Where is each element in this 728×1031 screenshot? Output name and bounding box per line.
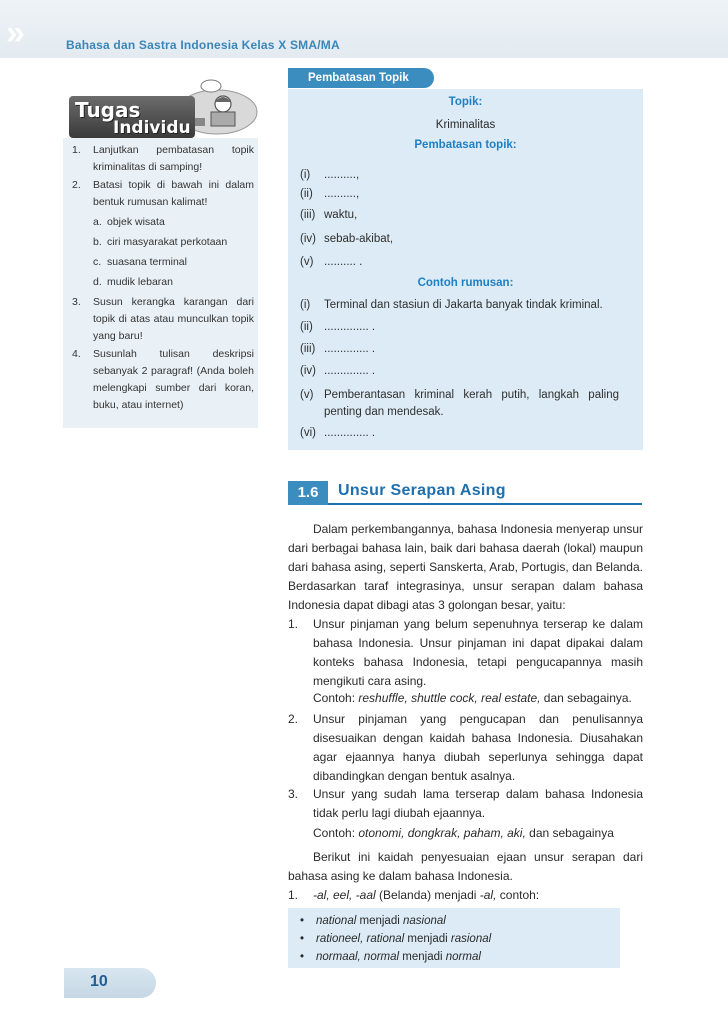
tugas-item-text: Susun kerangka karangan dari topik di atas atau munculkan topik yang baru!: [93, 296, 254, 342]
tugas-individu-label: [69, 96, 195, 138]
tugas-item-text: Susunlah tulisan deskripsi sebanyak 2 paragraf! (Anda boleh melengkapi sumber dari koran, buku, atau internet): [93, 348, 254, 411]
tugas-item: [67, 294, 254, 345]
tugas-item-number: 2.: [72, 179, 81, 191]
running-title: Bahasa dan Sastra Indonesia Kelas X SMA/MA: [66, 38, 340, 52]
sub-text: ciri masyarakat perkotaan: [107, 236, 228, 248]
tugas-label-line2: Individu: [113, 118, 191, 138]
example-item: • normaal, normal menjadi normal: [300, 951, 481, 963]
example-item: • national menjadi nasional: [300, 915, 446, 927]
sub-letter: c.: [93, 256, 102, 268]
example-box: [288, 908, 620, 968]
sub-text: mudik lebaran: [107, 276, 173, 288]
section-heading: [288, 481, 642, 505]
sub-letter: a.: [93, 216, 102, 228]
rumusan-item: (v) Pemberantasan kriminal kerah putih, langkah paling penting dan mendesak.: [300, 389, 619, 418]
rumusan-item: (iv) .............. .: [300, 365, 376, 377]
pembatasan-topik-tab: Pembatasan Topik: [288, 68, 434, 88]
contoh-rumusan-label: Contoh rumusan:: [417, 277, 514, 289]
pembatasan-topik-panel: [288, 89, 643, 450]
pembatasan-item: (v) .......... .: [300, 256, 363, 268]
sub-letter: b.: [93, 236, 102, 248]
sub-text: objek wisata: [107, 216, 165, 228]
tugas-sub-list: [93, 214, 254, 291]
tugas-item-number: 3.: [72, 296, 81, 308]
pembatasan-item: (i) ..........,: [300, 169, 360, 181]
tugas-individu-box: [63, 138, 258, 428]
pembatasan-item: (iii) waktu,: [300, 209, 358, 221]
tugas-label-line1: Tugas: [75, 98, 141, 122]
section-number: 1.6: [288, 481, 328, 505]
rule-item: 1. -al, eel, -aal (Belanda) menjadi -al, contoh:: [288, 888, 540, 902]
tugas-item: [67, 346, 254, 414]
tugas-item: [67, 177, 254, 291]
pembatasan-topik-label: Pembatasan topik:: [414, 139, 517, 151]
rule-intro-paragraph: Berikut ini kaidah penyesuaian ejaan unsur serapan dari bahasa asing ke dalam bahasa Indonesia.: [288, 850, 643, 883]
tugas-sub-item: [93, 254, 254, 271]
golongan-item: 1. Unsur pinjaman yang belum sepenuhnya terserap ke dalam bahasa Indonesia. Unsur pinjaman ini dapat dipakai dalam konteks bahasa Indonesia, tetapi pengucapannya masih mengikuti cara asing.: [288, 617, 643, 688]
tugas-list: [63, 138, 258, 414]
double-chevron-icon: »: [6, 14, 25, 52]
sub-text: suasana terminal: [107, 256, 187, 268]
golongan-item: 3. Unsur yang sudah lama terserap dalam bahasa Indonesia tidak perlu lagi diubah ejaannya.: [288, 787, 643, 820]
page-number: 10: [90, 973, 108, 990]
topik-value: Kriminalitas: [435, 119, 496, 131]
tugas-item-text: Batasi topik di bawah ini dalam bentuk rumusan kalimat!: [93, 179, 254, 208]
contoh-golongan-3: Contoh: otonomi, dongkrak, paham, aki, dan sebagainya: [313, 826, 614, 840]
rumusan-item: (i) Terminal dan stasiun di Jakarta banyak tindak kriminal.: [300, 299, 603, 311]
tugas-sub-item: [93, 214, 254, 231]
rumusan-item: (ii) .............. .: [300, 321, 376, 333]
section-title: Unsur Serapan Asing: [338, 482, 506, 499]
tugas-item: [67, 142, 254, 176]
tugas-item-text: Lanjutkan pembatasan topik kriminalitas di samping!: [93, 144, 254, 173]
tugas-item-number: 4.: [72, 348, 81, 360]
tugas-item-number: 1.: [72, 144, 81, 156]
contoh-golongan-1: Contoh: reshuffle, shuttle cock, real estate, dan sebagainya.: [313, 691, 632, 705]
page-number-tab: [64, 968, 156, 998]
tugas-sub-item: [93, 234, 254, 251]
sub-letter: d.: [93, 276, 102, 288]
tugas-sub-item: [93, 274, 254, 291]
section-underline: [328, 503, 642, 505]
golongan-item: 2. Unsur pinjaman yang pengucapan dan penulisannya disesuaikan dengan kaidah bahasa Indonesia. Diusahakan agar ejaannya hanya diubah seperlunya sehingga dapat dibandingkan dengan bentuk asalnya.: [288, 712, 643, 783]
tugas-individu-header: [63, 78, 258, 138]
topik-label: Topik:: [448, 96, 483, 108]
example-item: • rationeel, rational menjadi rasional: [300, 933, 492, 945]
pembatasan-item: (ii) ..........,: [300, 188, 360, 200]
rumusan-item: (iii) .............. .: [300, 343, 376, 355]
intro-paragraph: Dalam perkembangannya, bahasa Indonesia menyerap unsur dari berbagai bahasa lain, baik dari bahasa daerah (lokal) maupun dari bahasa asing, seperti Sanskerta, Arab, Portugis, dan Belanda. Berdasarkan taraf integrasinya, unsur serapan dalam bahasa Indonesia dapat dibagi atas 3 golongan besar, yaitu:: [288, 522, 643, 612]
rumusan-item: (vi) .............. .: [300, 427, 376, 439]
pembatasan-item: (iv) sebab-akibat,: [300, 233, 394, 245]
